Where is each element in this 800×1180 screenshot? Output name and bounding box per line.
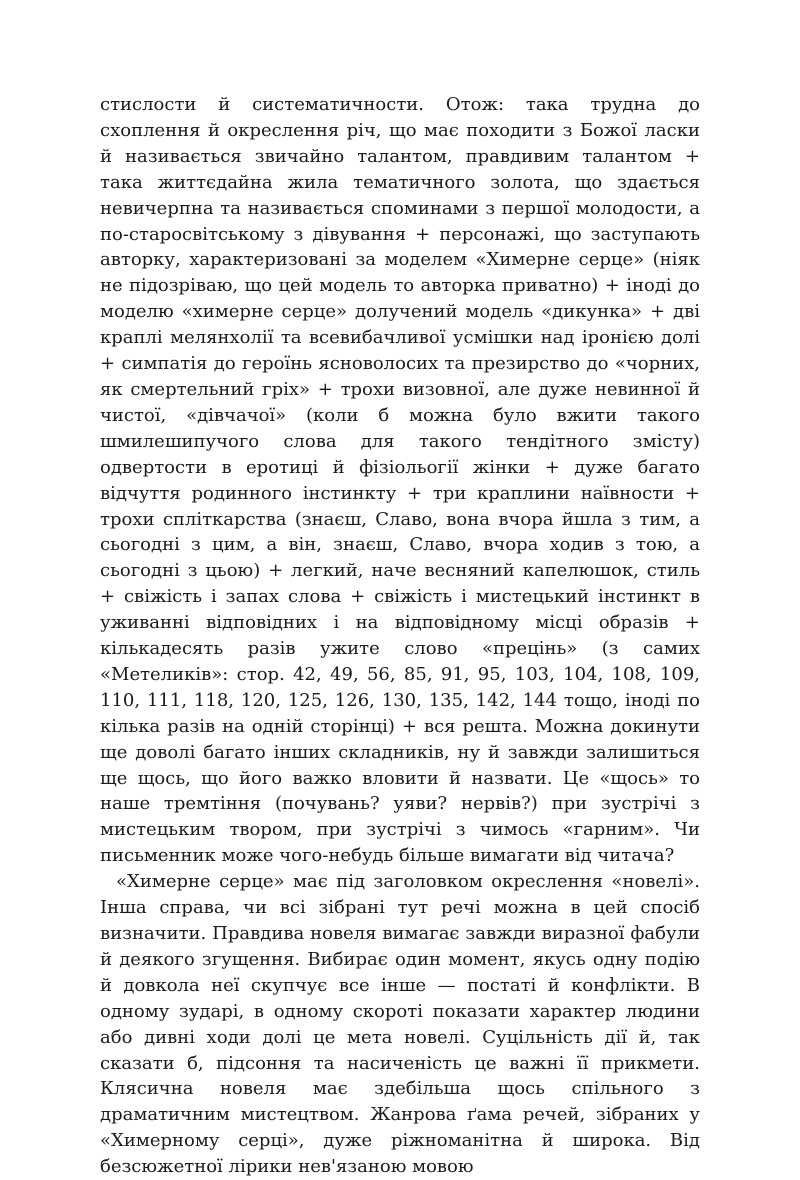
paragraph-novella: «Химерне серце» має під заголовком окреслення «новелі». Інша справа, чи всі зібрані тут речі можна в цей спосіб визначити. Правдива новеля вимагає завжди виразної фабули й деякого згущення. Вибирає один момент, якусь одну подію й довкола неї скупчує все інше — постаті й конфлікти. В одному зударі, в одному скороті показати характер людини або дивні ходи долі це мета новелі. Суцільність дії й, так сказати б, підсоння та насиченість це важні її прикмети. Клясична новеля має здебільша щось спільного з драматичним мистецтвом. Жанрова ґама речей, зібраних у «Химерному серці», дуже ріжноманітна й широка. Від безсюжетної лірики нев'язаною мовою: [100, 871, 700, 1178]
paragraph-continued: стислости й систематичности. Отож: така трудна до схоплення й окреслення річ, що має походити з Божої ласки й називається звичайно талантом, правдивим талантом + така життєдайна жила тематичного золота, що здається невичерпна та називається споминами з першої молодости, а по-старосвітському з дівування + персонажі, що заступають авторку, характеризовані за моделем «Химерне серце» (ніяк не підозріваю, що цей модель то авторка приватно) + іноді до моделю «химерне серце» долучений модель «дикунка» + дві краплі мелянхолії та всевибачливої усмішки над іронією долі + симпатія до героїнь ясноволосих та презирство до «чорних, як смертельний гріх» + трохи визовної, але дуже невинної й чистої, «дівчачої» (коли б можна було вжити такого шмилешипучого слова для такого тендітного змісту) одвертости в еротиці й фізіольогії жінки + дуже багато відчуття родинного інстинкту + три краплини наївности + трохи спліткарства (знаєш, Славо, вона вчора йшла з тим, а сьогодні з цим, а він, знаєш, Славо, вчора ходив з тою, а сьогодні з цьою) + легкий, наче весняний капелюшок, стиль + свіжість і запах слова + свіжість і мистецький інстинкт в уживанні відповідних і на відповідному місці образів + кількадесять разів ужите слово «прецінь» (з самих «Метеликів»: стор. 42, 49, 56, 85, 91, 95, 103, 104, 108, 109, 110, 111, 118, 120, 125, 126, 130, 135, 142, 144 тощо, іноді по кілька разів на одній сторінці) + вся решта. Можна докинути ще доволі багато інших складників, ну й завжди залишиться ще щось, що його важко вловити й назвати. Це «щось» то наше тремтіння (почувань? уяви? нервів?) при зустрічі з мистецьким твором, при зустрічі з чимось «гарним». Чи письменник може чого-небудь більше вимагати від читача?: [100, 94, 700, 867]
page-body: [100, 92, 700, 1180]
